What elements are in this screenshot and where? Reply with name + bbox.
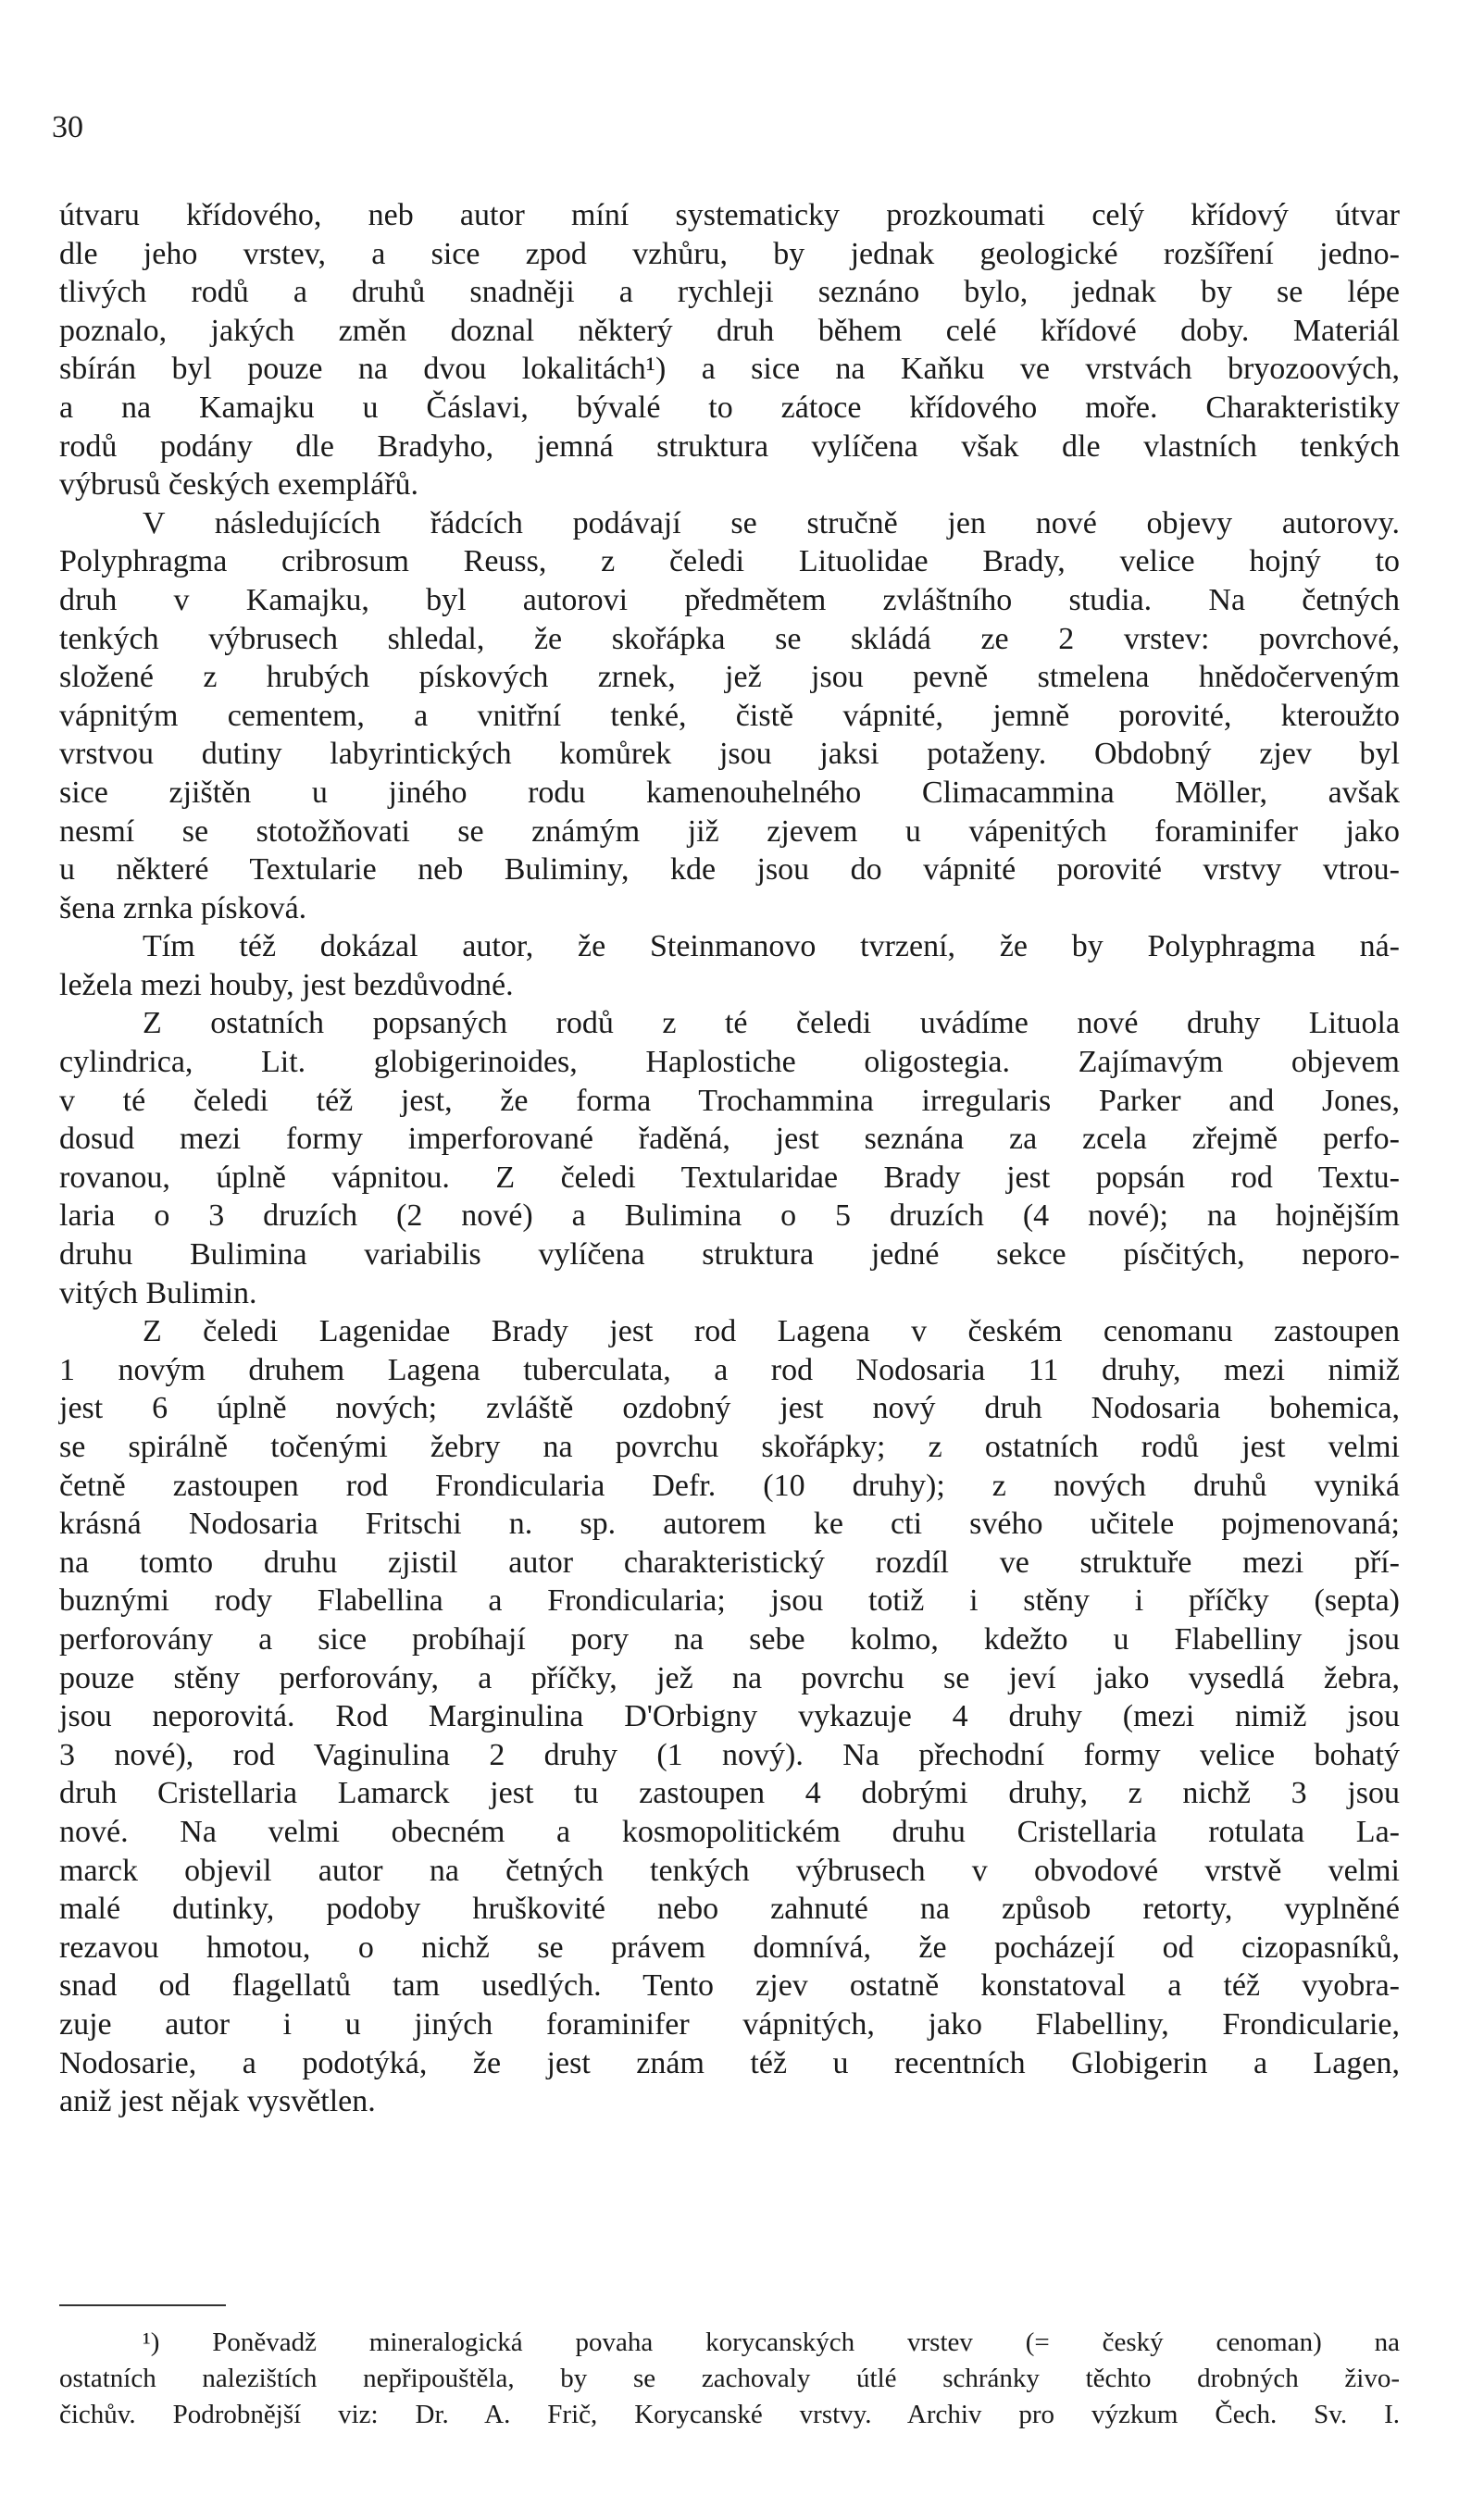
text-line: malé dutinky, podoby hruškovité nebo zahnuté na způsob retorty, vyplněné [59,1892,1400,1927]
paragraph [59,1312,1400,2120]
text-line: 3 nové), rod Vaginulina 2 druhy (1 nový). Na přechodní formy velice bohatý [59,1737,1400,1772]
text-line: krásná Nodosaria Fritschi n. sp. autorem ke cti svého učitele pojmenovaná; [59,1507,1400,1542]
text-line: jest 6 úplně nových; zvláště ozdobný jest nový druh Nodosaria bohemica, [59,1391,1400,1426]
text-line: sbírán byl pouze na dvou lokalitách¹) a sice na Kaňku ve vrstvách bryozoových, [59,352,1400,387]
text-line: 1 novým druhem Lagena tuberculata, a rod Nodosaria 11 druhy, mezi nimiž [59,1352,1400,1387]
text-line: aniž jest nějak vysvětlen. [59,2084,376,2119]
text-line: ležela mezi houby, jest bezdůvodné. [59,967,514,1002]
text-line: marck objevil autor na četných tenkých výbrusech v obvodové vrstvě velmi [59,1853,1400,1888]
text-line: cylindrica, Lit. globigerinoides, Haplostiche oligostegia. Zajímavým objevem [59,1045,1400,1080]
text-line: V následujících řádcích podávají se stručně jen nové objevy autorovy. [143,505,1400,540]
text-line: nové. Na velmi obecném a kosmopolitickém druhu Cristellaria rotulata La- [59,1814,1400,1849]
text-line: dosud mezi formy imperforované řaděná, jest seznána za zcela zřejmě perfo- [59,1122,1400,1157]
text-line: rezavou hmotou, o nichž se právem domnívá, že pocházejí od cizopasníků, [59,1930,1400,1965]
text-line: se spirálně točenými žebry na povrchu skořápky; z ostatních rodů jest velmi [59,1430,1400,1464]
body-text [59,196,1400,2121]
text-line: poznalo, jakých změn doznal některý druh během celé křídové doby. Materiál [59,313,1400,348]
text-line: na tomto druhu zjistil autor charakteristický rozdíl ve struktuře mezi pří- [59,1545,1400,1580]
text-line: druhu Bulimina variabilis vylíčena struktura jedné sekce písčitých, neporo- [59,1237,1400,1272]
text-line: jsou neporovitá. Rod Marginulina D'Orbigny vykazuje 4 druhy (mezi nimiž jsou [59,1699,1400,1734]
text-line: rodů podány dle Bradyho, jemná struktura vylíčena však dle vlastních tenkých [59,428,1400,464]
text-line: Nodosarie, a podotýká, že jest znám též u recentních Globigerin a Lagen, [59,2045,1400,2080]
text-line: druh v Kamajku, byl autorovi předmětem zvláštního studia. Na četných [59,582,1400,617]
text-line: buznými rody Flabellina a Frondicularia; jsou totiž i stěny i příčky (septa) [59,1583,1400,1619]
text-line: perforovány a sice probíhají pory na sebe kolmo, kdežto u Flabelliny jsou [59,1621,1400,1657]
text-line: tenkých výbrusech shledal, že skořápka se skládá ze 2 vrstev: povrchové, [59,621,1400,656]
text-line: vápnitým cementem, a vnitřní tenké, čistě vápnité, jemně porovité, kteroužto [59,698,1400,733]
text-line: vrstvou dutiny labyrintických komůrek jsou jaksi potaženy. Obdobný zjev byl [59,737,1400,772]
footnote-line: ¹) Poněvadž mineralogická povaha korycanských vrstev (= český cenoman) na [143,2328,1400,2357]
paragraph [59,1004,1400,1312]
page-number: 30 [52,110,83,144]
footnote-line: ostatních nalezištích nepřipouštěla, by se zachovaly útlé schránky těchto drobných živo- [59,2364,1400,2393]
text-line: vitých Bulimin. [59,1275,257,1310]
text-line: v té čeledi též jest, že forma Trochammina irregularis Parker and Jones, [59,1083,1400,1118]
text-line: dle jeho vrstev, a sice zpod vzhůru, by jednak geologické rozšíření jedno- [59,236,1400,271]
text-line: a na Kamajku u Čáslavi, bývalé to zátoce křídového moře. Charakteristiky [59,390,1400,425]
paragraph [59,504,1400,928]
text-line: Tím též dokázal autor, že Steinmanovo tvrzení, že by Polyphragma ná- [143,929,1400,964]
text-line: tlivých rodů a druhů snadněji a rychleji seznáno bylo, jednak by se lépe [59,275,1400,310]
text-line: druh Cristellaria Lamarck jest tu zastoupen 4 dobrými druhy, z nichž 3 jsou [59,1776,1400,1811]
paragraph [59,196,1400,504]
footnote-line: čichův. Podrobnější viz: Dr. A. Frič, Korycanské vrstvy. Archiv pro výzkum Čech. Sv. I. [59,2400,1400,2429]
text-line: rovanou, úplně vápnitou. Z čeledi Textularidae Brady jest popsán rod Textu- [59,1160,1400,1195]
text-line: Z ostatních popsaných rodů z té čeledi uvádíme nové druhy Lituola [143,1006,1400,1041]
text-line: šena zrnka písková. [59,890,307,925]
text-line: útvaru křídového, neb autor míní systematicky prozkoumati celý křídový útvar [59,198,1400,232]
text-line: u některé Textularie neb Buliminy, kde jsou do vápnité porovité vrstvy vtrou- [59,852,1400,888]
text-line: sice zjištěn u jiného rodu kamenouhelného Climacammina Möller, avšak [59,775,1400,810]
text-line: nesmí se stotožňovati se známým již zjevem u vápenitých foraminifer jako [59,813,1400,849]
text-line: pouze stěny perforovány, a příčky, jež na povrchu se jeví jako vysedlá žebra, [59,1660,1400,1695]
text-line: laria o 3 druzích (2 nové) a Bulimina o 5 druzích (4 nové); na hojnějším [59,1198,1400,1234]
footnote-divider [59,2304,226,2306]
text-line: Polyphragma cribrosum Reuss, z čeledi Lituolidae Brady, velice hojný to [59,544,1400,579]
text-line: snad od flagellatů tam usedlých. Tento zjev ostatně konstatoval a též vyobra- [59,1968,1400,2004]
text-line: zuje autor i u jiných foraminifer vápnitých, jako Flabelliny, Frondicularie, [59,2006,1400,2042]
text-line: četně zastoupen rod Frondicularia Defr. (10 druhy); z nových druhů vyniká [59,1468,1400,1503]
text-line: Z čeledi Lagenidae Brady jest rod Lagena v českém cenomanu zastoupen [143,1314,1400,1349]
text-line: složené z hrubých pískových zrnek, jež jsou pevně stmelena hnědočerveným [59,660,1400,695]
paragraph [59,927,1400,1004]
text-line: výbrusů českých exemplářů. [59,467,419,503]
footnote [59,2325,1400,2433]
